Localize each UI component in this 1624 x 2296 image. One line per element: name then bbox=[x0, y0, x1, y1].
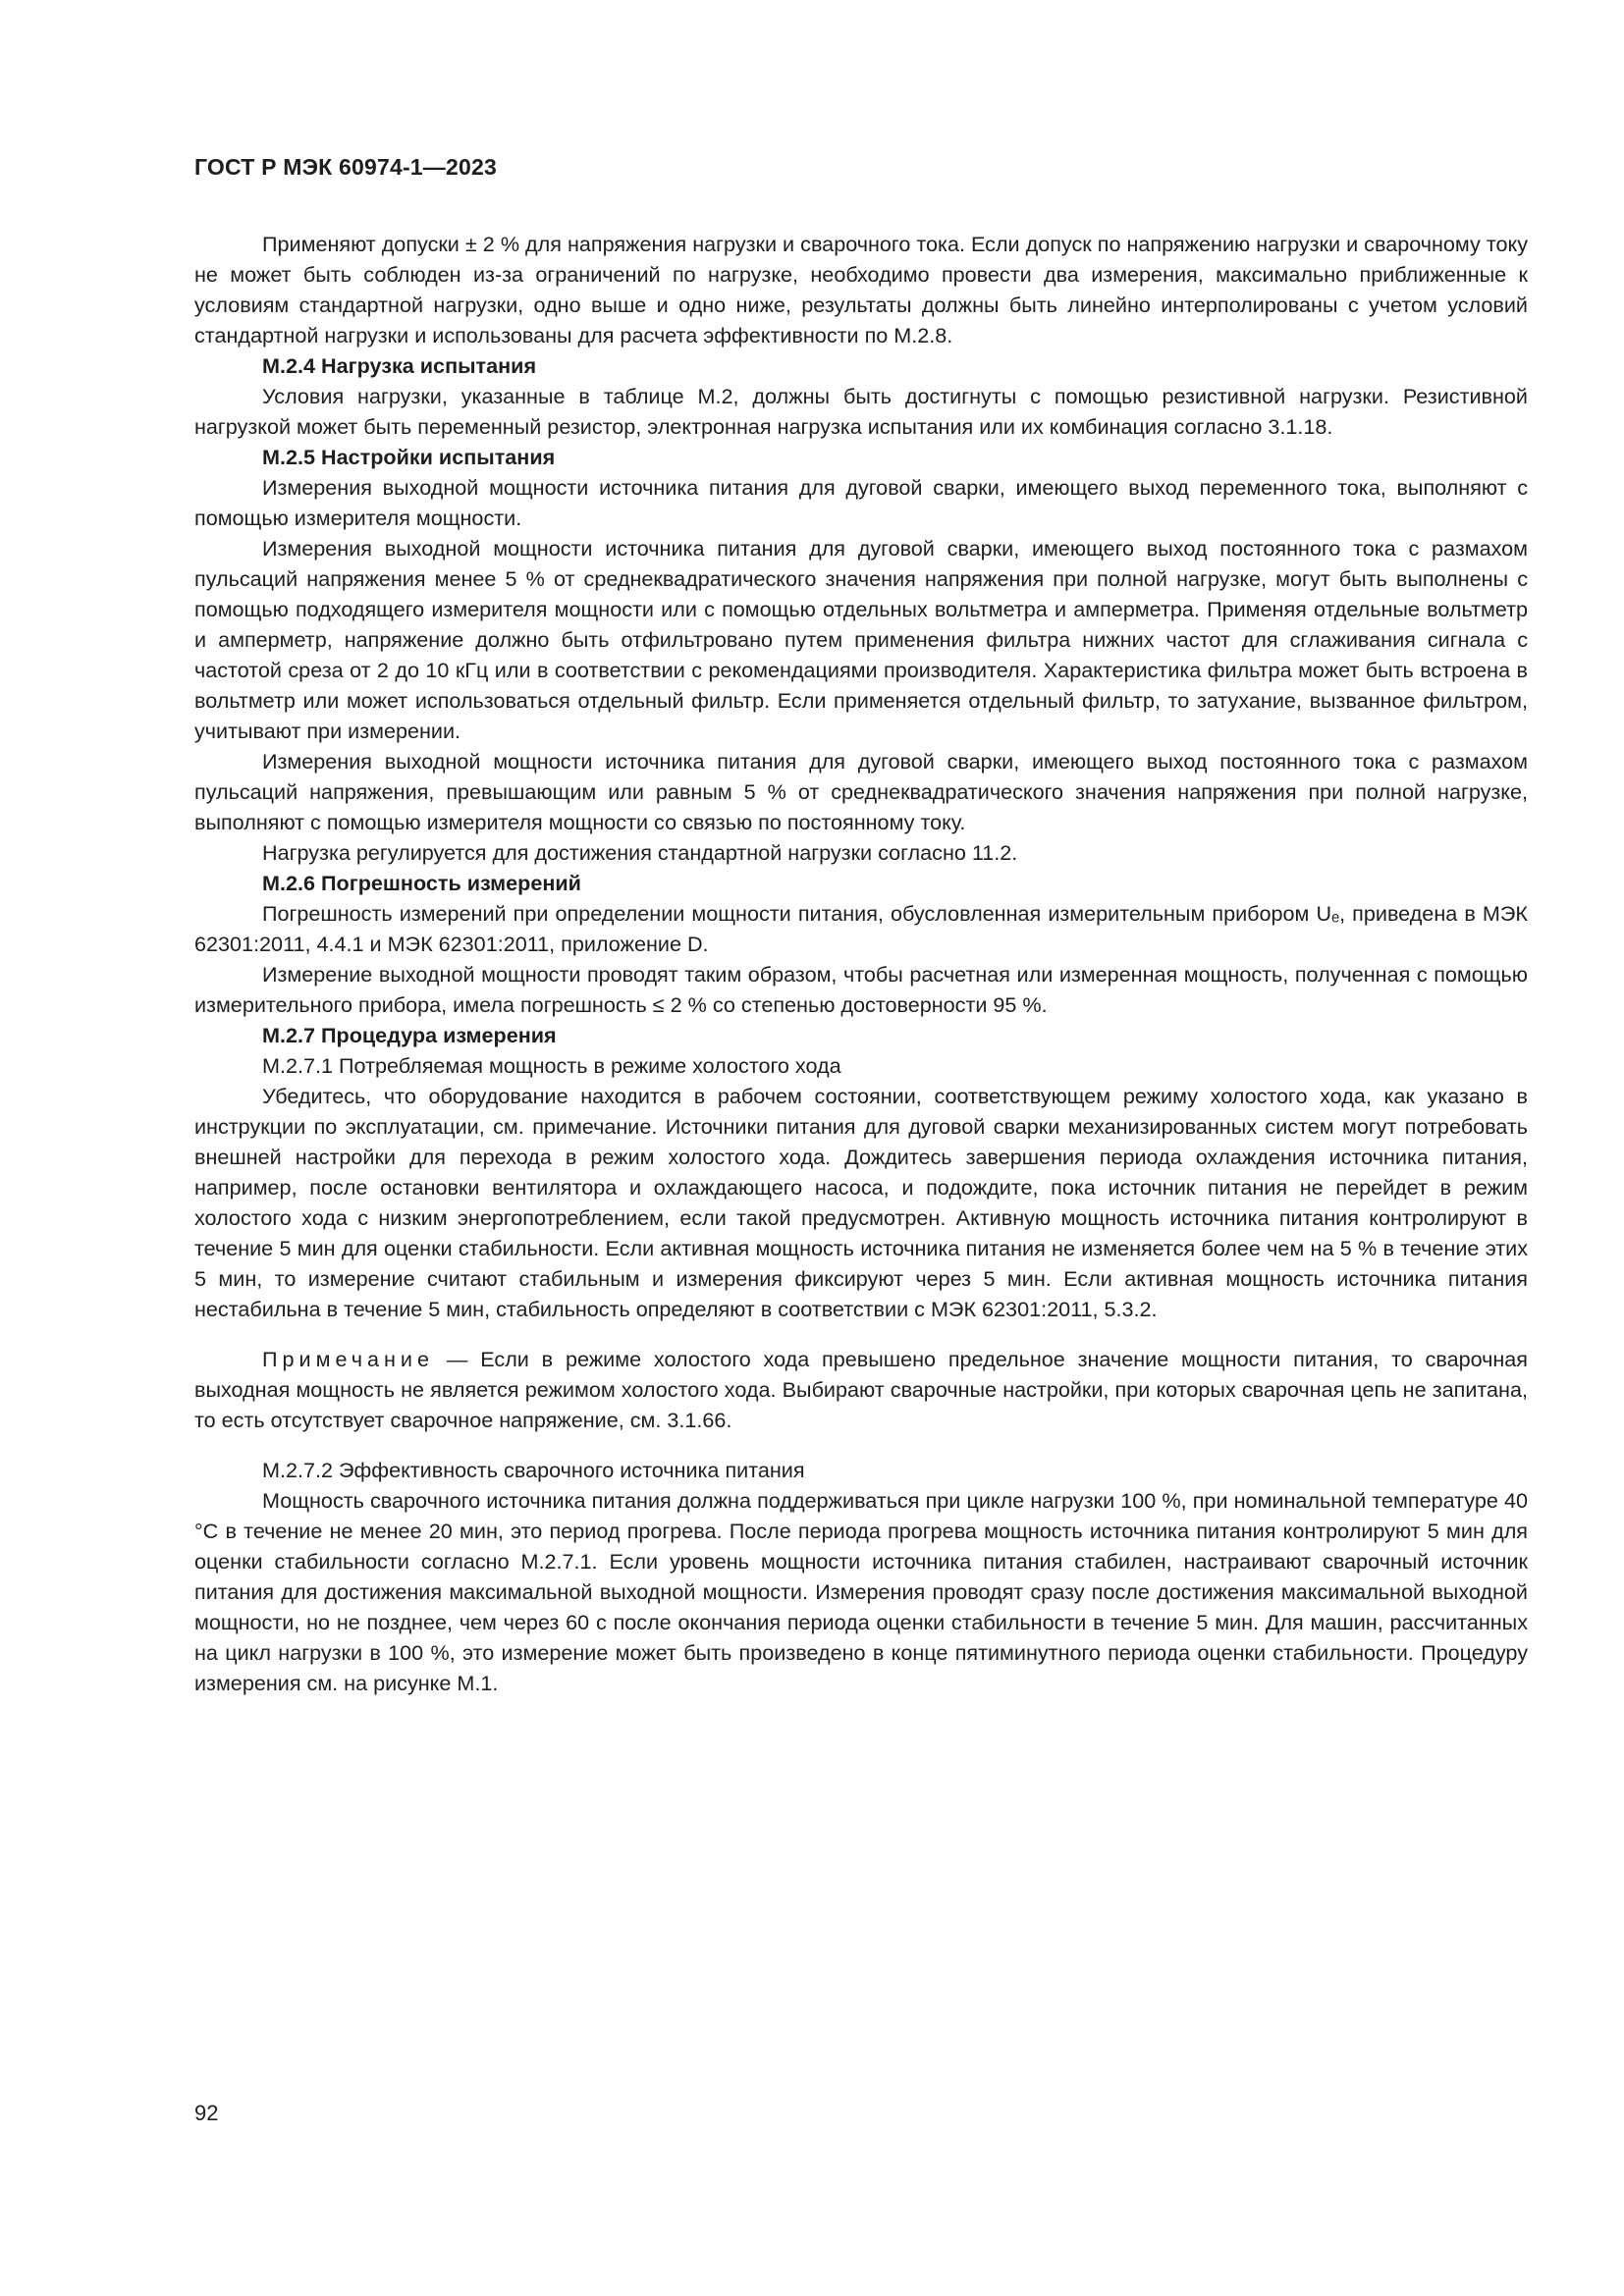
section-heading: М.2.4 Нагрузка испытания bbox=[262, 353, 537, 378]
page-number: 92 bbox=[194, 2101, 219, 2125]
document-body bbox=[194, 229, 1528, 1698]
paragraph: Измерение выходной мощности проводят таким образом, чтобы расчетная или измеренная мощность, полученная с помощью измерительного прибора, имела погрешность ≤ 2 % со степенью достоверности 95 %. bbox=[194, 962, 1528, 1017]
paragraph: Погрешность измерений при определении мощности питания, обусловленная измерительным прибором Uₑ, приведена в МЭК 62301:2011, 4.4.1 и МЭК 62301:2011, приложение D. bbox=[194, 901, 1528, 956]
paragraph: Условия нагрузки, указанные в таблице М.2, должны быть достигнуты с помощью резистивной нагрузки. Резистивной нагрузкой может быть переменный резистор, электронная нагрузка испытания или их комбинация согласно 3.1.18. bbox=[194, 384, 1528, 439]
document-header: ГОСТ Р МЭК 60974-1—2023 bbox=[194, 154, 497, 180]
note-text: — Если в режиме холостого хода превышено предельное значение мощности питания, то сварочная выходная мощность не является режимом холостого хода. Выбирают сварочные настройки, при которых сварочная цепь не запитана, то есть отсутствует сварочное напряжение, см. 3.1.66. bbox=[194, 1347, 1528, 1432]
paragraph: Измерения выходной мощности источника питания для дуговой сварки, имеющего выход переменного тока, выполняют с помощью измерителя мощности. bbox=[194, 475, 1528, 530]
subsection-title: М.2.7.2 Эффективность сварочного источника питания bbox=[262, 1458, 805, 1482]
paragraph: Применяют допуски ± 2 % для напряжения нагрузки и сварочного тока. Если допуск по напряжению нагрузки и сварочному току не может быть соблюден из-за ограничений по нагрузке, необходимо провести два измерения, максимально приближенные к условиям стандартной нагрузки, одно выше и одно ниже, результаты должны быть линейно интерполированы с учетом условий стандартной нагрузки и использованы для расчета эффективности по М.2.8. bbox=[194, 232, 1528, 347]
note-paragraph bbox=[194, 1344, 1528, 1435]
section-heading: М.2.7 Процедура измерения bbox=[262, 1023, 557, 1047]
paragraph: Убедитесь, что оборудование находится в рабочем состоянии, соответствующем режиму холостого хода, как указано в инструкции по эксплуатации, см. примечание. Источники питания для дуговой сварки механизированных систем могут потребовать внешней настройки для перехода в режим холостого хода. Дождитесь завершения периода охлаждения источника питания, например, после остановки вентилятора и охлаждающего насоса, и подождите, пока источник питания не перейдет в режим холостого хода с низким энергопотреблением, если такой предусмотрен. Активную мощность источника питания контролируют в течение 5 мин для оценки стабильности. Если активная мощность источника питания не изменяется более чем на 5 % в течение этих 5 мин, то измерение считают стабильным и измерения фиксируют через 5 мин. Если активная мощность источника питания нестабильна в течение 5 мин, стабильность определяют в соответствии с МЭК 62301:2011, 5.3.2. bbox=[194, 1084, 1528, 1321]
paragraph: Измерения выходной мощности источника питания для дуговой сварки, имеющего выход постоянного тока с размахом пульсаций напряжения менее 5 % от среднеквадратического значения напряжения при полной нагрузке, могут быть выполнены с помощью подходящего измерителя мощности или с помощью отдельных вольтметра и амперметра. Применяя отдельные вольтметр и амперметр, напряжение должно быть отфильтровано путем применения фильтра нижних частот для сглаживания сигнала с частотой среза от 2 до 10 кГц или в соответствии с рекомендациями производителя. Характеристика фильтра может быть встроена в вольтметр или может использоваться отдельный фильтр. Если применяется отдельный фильтр, то затухание, вызванное фильтром, учитывают при измерении. bbox=[194, 536, 1528, 743]
paragraph: Мощность сварочного источника питания должна поддерживаться при цикле нагрузки 100 %, при номинальной температуре 40 °С в течение не менее 20 мин, это период прогрева. После периода прогрева мощность источника питания контролируют 5 мин для оценки стабильности согласно М.2.7.1. Если уровень мощности источника питания стабилен, настраивают сварочный источник питания для достижения максимальной выходной мощности. Измерения проводят сразу после достижения максимальной выходной мощности, но не позднее, чем через 60 с после окончания периода оценки стабильности в течение 5 мин. Для машин, рассчитанных на цикл нагрузки в 100 %, это измерение может быть произведено в конце пятиминутного периода оценки стабильности. Процедуру измерения см. на рисунке М.1. bbox=[194, 1488, 1528, 1695]
section-heading: М.2.6 Погрешность измерений bbox=[262, 871, 581, 895]
paragraph: Нагрузка регулируется для достижения стандартной нагрузки согласно 11.2. bbox=[262, 840, 1018, 865]
subsection-title: М.2.7.1 Потребляемая мощность в режиме холостого хода bbox=[262, 1053, 841, 1078]
note-label: Примечание bbox=[262, 1347, 434, 1371]
paragraph: Измерения выходной мощности источника питания для дуговой сварки, имеющего выход постоянного тока с размахом пульсаций напряжения, превышающим или равным 5 % от среднеквадратического значения напряжения при полной нагрузке, выполняют с помощью измерителя мощности со связью по постоянному току. bbox=[194, 749, 1528, 834]
section-heading: М.2.5 Настройки испытания bbox=[262, 445, 556, 469]
